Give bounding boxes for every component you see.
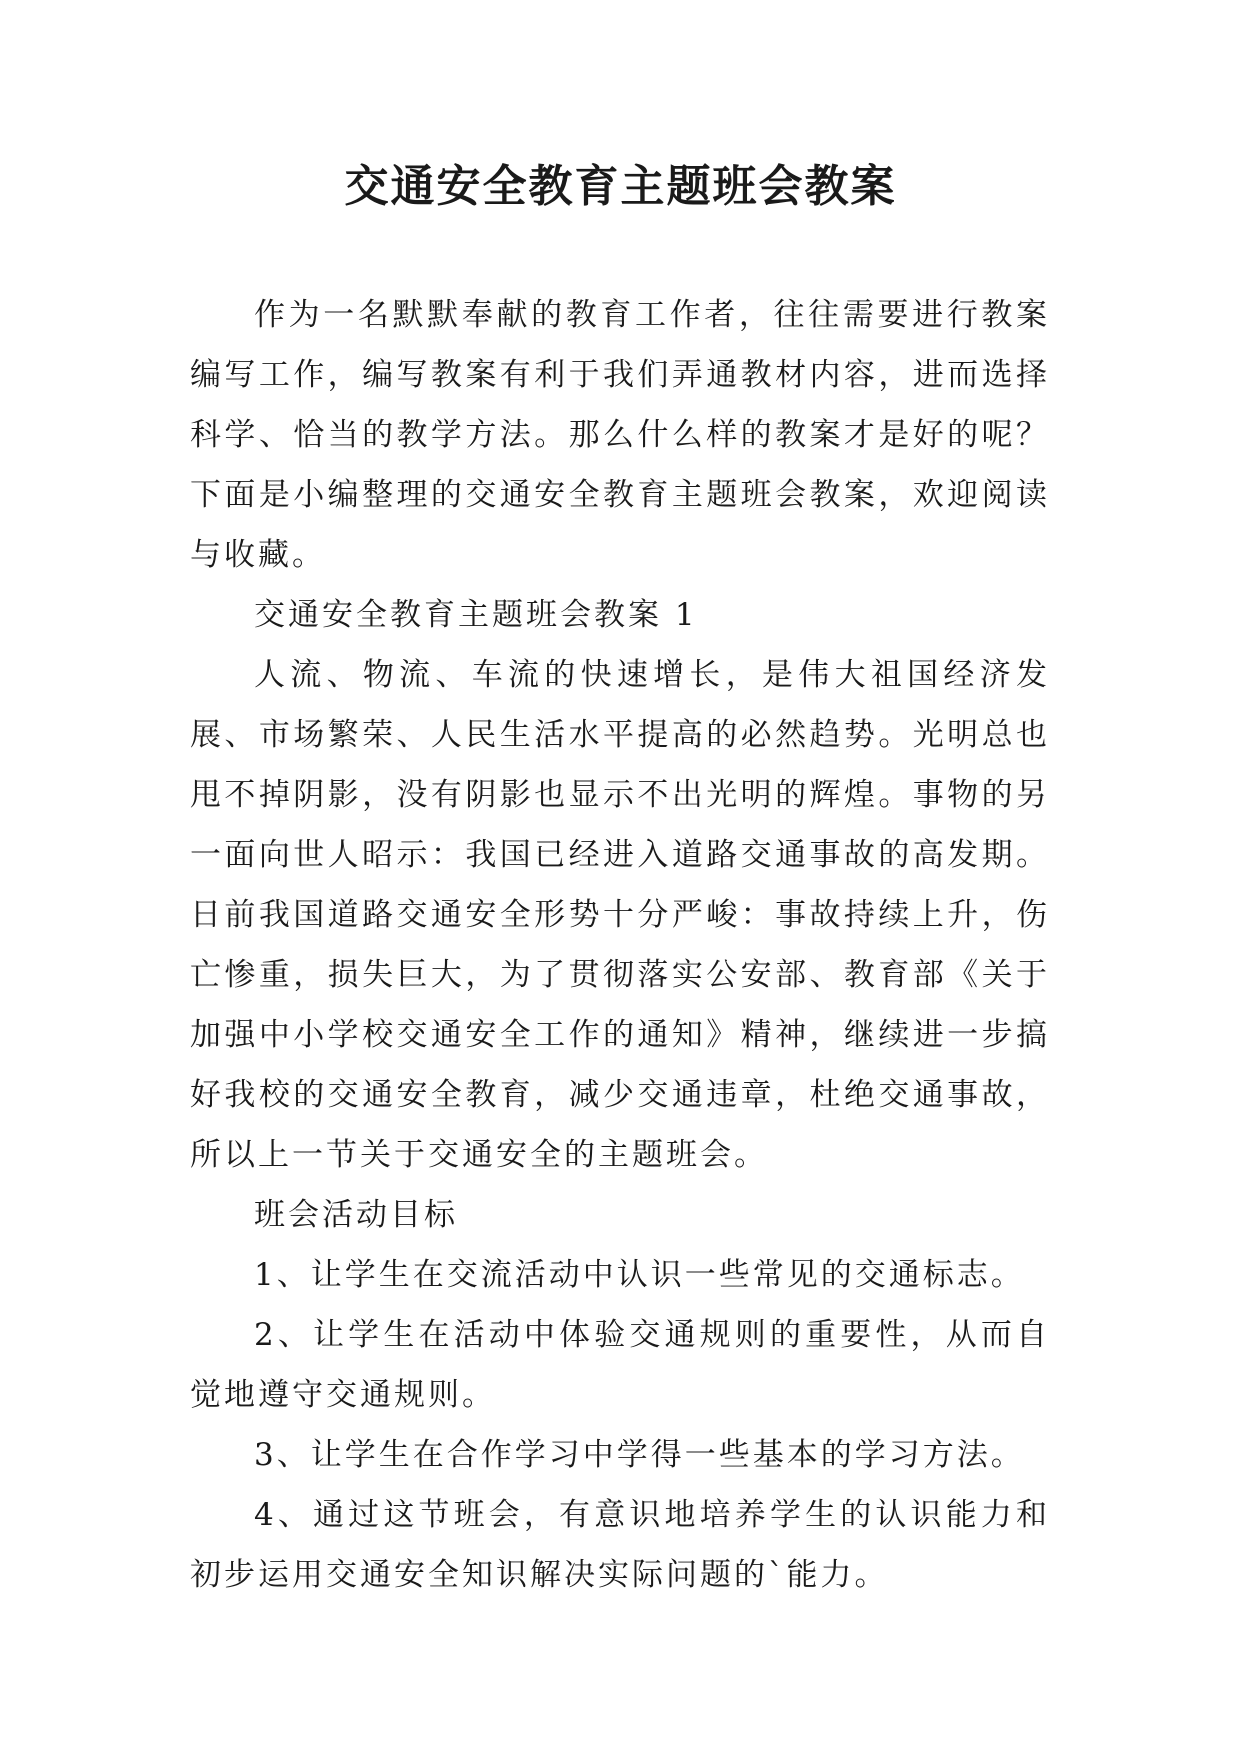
intro-paragraph: 作为一名默默奉献的教育工作者，往往需要进行教案编写工作，编写教案有利于我们弄通教材内容，进而选择科学、恰当的教学方法。那么什么样的教案才是好的呢？下面是小编整理的交通安全教育主题班会教案，欢迎阅读与收藏。	[190, 297, 1050, 573]
section-heading: 交通安全教育主题班会教案 1	[254, 597, 698, 633]
objective-item: 3、让学生在合作学习中学得一些基本的学习方法。	[254, 1437, 1025, 1473]
main-section	[190, 585, 1050, 1605]
document-title: 交通安全教育主题班会教案	[344, 161, 897, 212]
objective-item: 1、让学生在交流活动中认识一些常见的交通标志。	[254, 1257, 1025, 1293]
intro-section	[190, 285, 1050, 585]
objective-item: 2、让学生在活动中体验交通规则的重要性，从而自觉地遵守交通规则。	[190, 1317, 1050, 1413]
objectives-heading: 班会活动目标	[254, 1197, 458, 1233]
body-paragraph: 人流、物流、车流的快速增长，是伟大祖国经济发展、市场繁荣、人民生活水平提高的必然趋势。光明总也甩不掉阴影，没有阴影也显示不出光明的辉煌。事物的另一面向世人昭示：我国已经进入道路交通事故的高发期。日前我国道路交通安全形势十分严峻：事故持续上升，伤亡惨重，损失巨大，为了贯彻落实公安部、教育部《关于加强中小学校交通安全工作的通知》精神，继续进一步搞好我校的交通安全教育，减少交通违章，杜绝交通事故，所以上一节关于交通安全的主题班会。	[190, 657, 1050, 1173]
objective-item: 4、通过这节班会，有意识地培养学生的认识能力和初步运用交通安全知识解决实际问题的`能力。	[190, 1497, 1050, 1593]
